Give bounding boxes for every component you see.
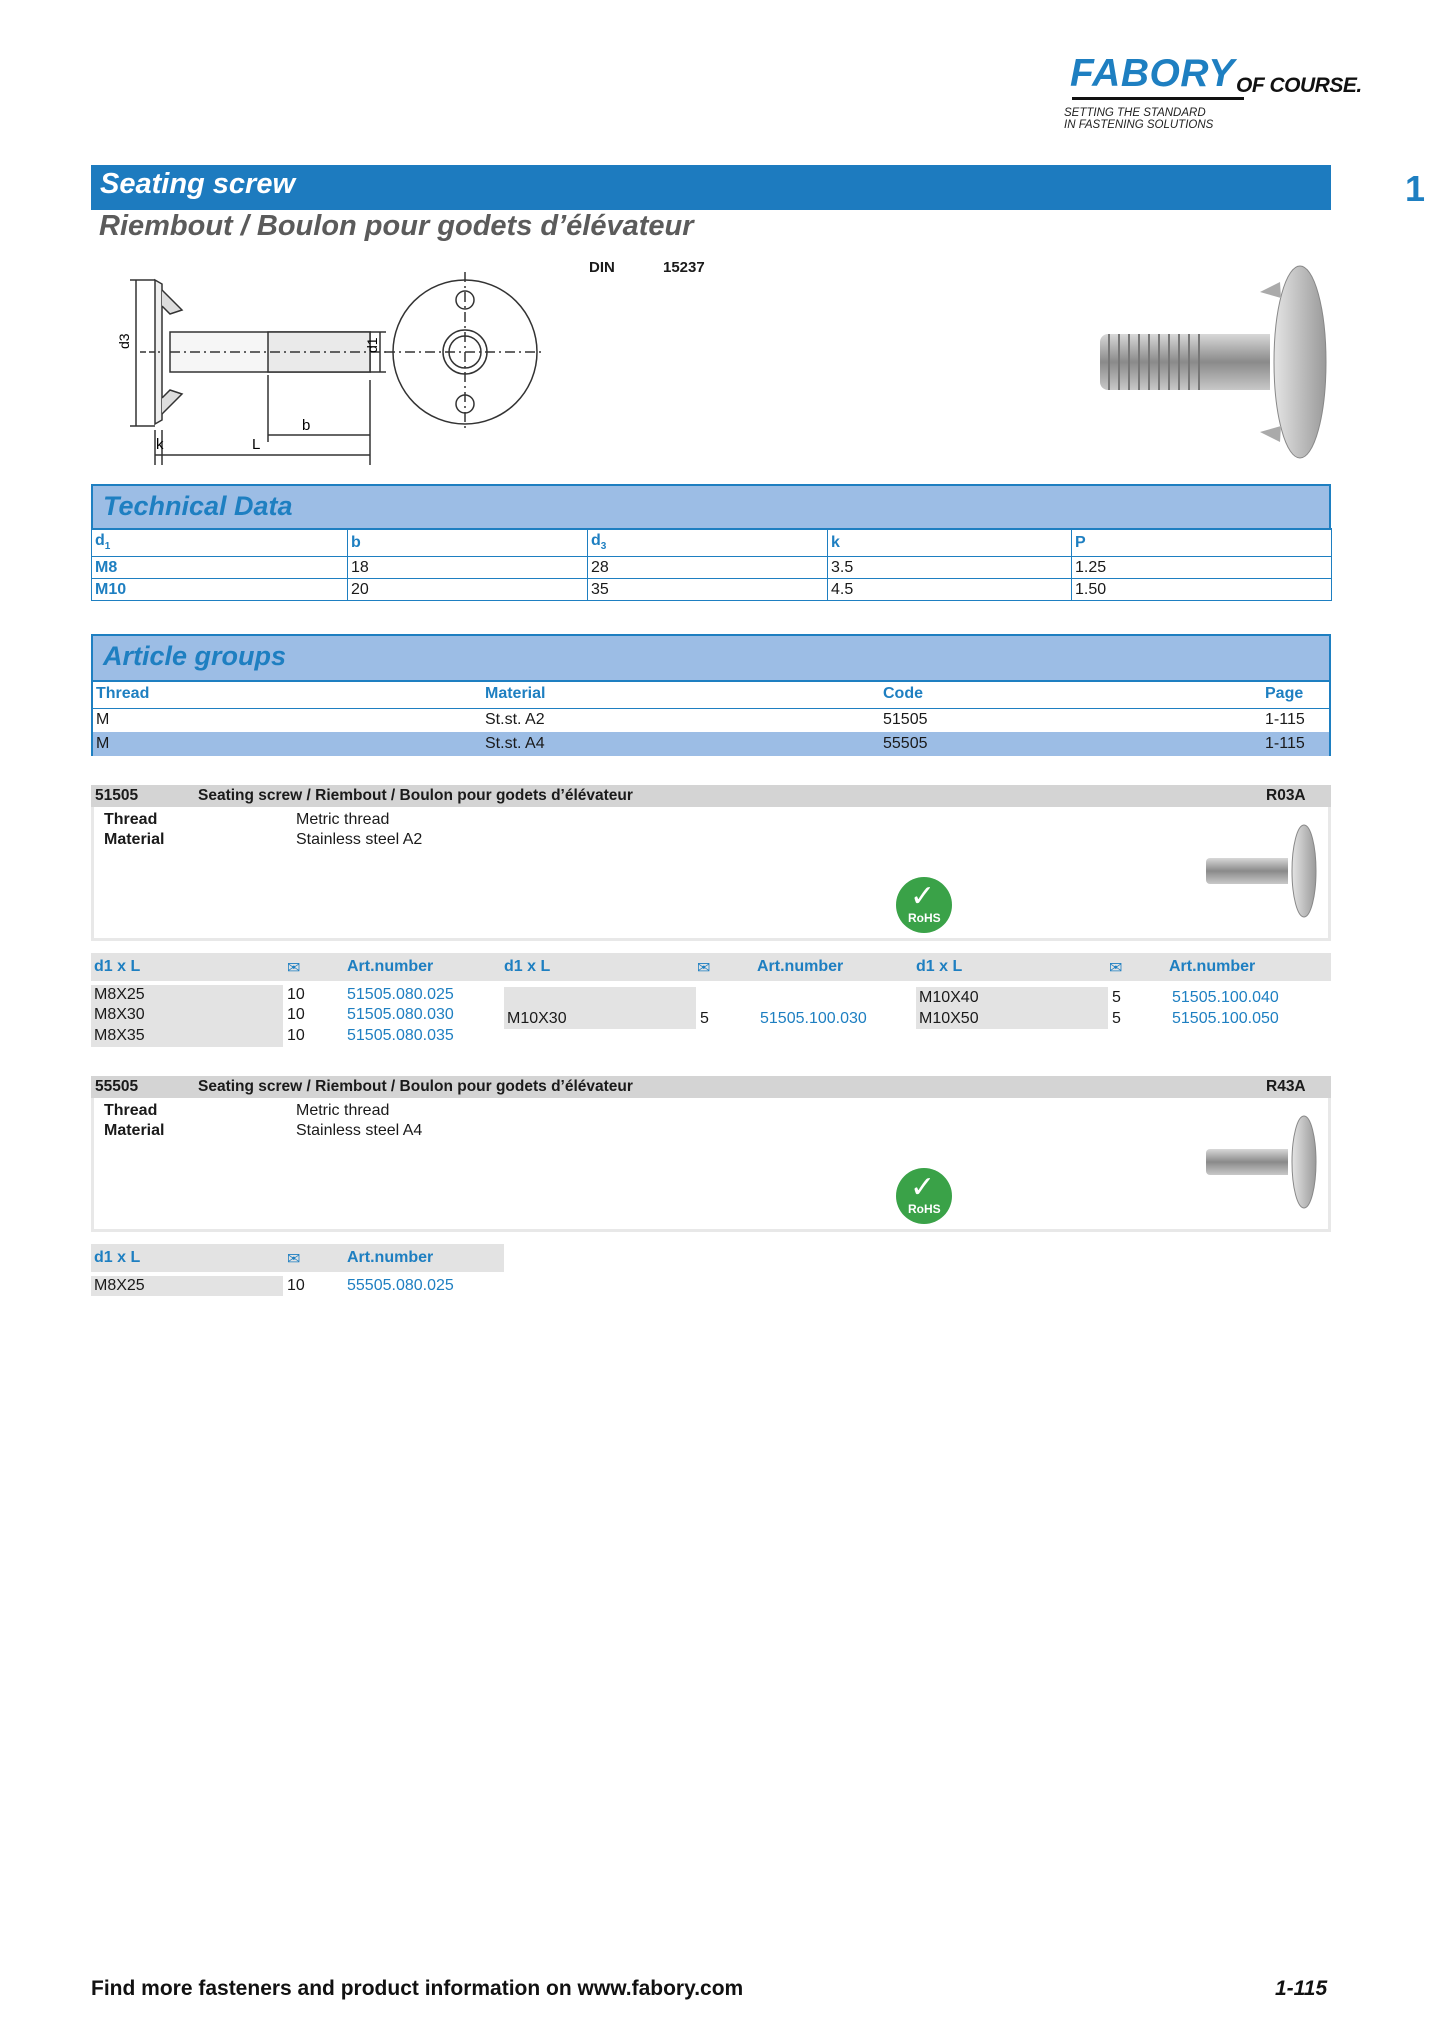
th-material: Material [485, 685, 546, 702]
size-value: M8X25 [94, 986, 145, 1003]
col-artnumber: Art.number [757, 958, 844, 975]
rohs-label: RoHS [908, 1202, 941, 1216]
logo-tagline-1: SETTING THE STANDARD [1064, 107, 1206, 119]
product-thumb [1204, 821, 1324, 921]
cell-b: 20 [348, 579, 588, 601]
cell-page: 1-115 [1265, 735, 1305, 752]
col-d1xl: d1 x L [504, 958, 551, 975]
thread-value: Metric thread [296, 811, 390, 828]
footer-text: Find more fasteners and product information on www.fabory.com [91, 1977, 744, 2000]
col-d1xl: d1 x L [916, 958, 963, 975]
page-number: 1-115 [1275, 1977, 1328, 2000]
table-header-row [92, 529, 1332, 557]
technical-data-header [91, 484, 1331, 530]
size-value: M10X50 [919, 1010, 979, 1027]
cell-material: St.st. A2 [485, 711, 545, 728]
size-value: M10X30 [507, 1010, 567, 1027]
art-number-link[interactable]: 51505.080.035 [347, 1027, 454, 1044]
art-number-link[interactable]: 55505.080.025 [347, 1277, 454, 1294]
din-label: DIN [589, 259, 615, 276]
envelope-icon: ✉ [287, 1251, 301, 1268]
fabory-logo [1062, 52, 1362, 132]
th-d3: $d_3$ [588, 529, 828, 557]
page-subtitle: Riembout / Boulon pour godets d’élévateur [99, 210, 694, 242]
sub-3: 3 [600, 541, 607, 553]
art-number-link[interactable]: 51505.100.050 [1172, 1010, 1279, 1027]
cell-code: 51505 [883, 711, 928, 728]
cell-k: 4.5 [828, 579, 1072, 601]
technical-data-table [91, 528, 1332, 601]
cell-b: 18 [348, 557, 588, 579]
thread-label: Thread [104, 811, 158, 828]
material-label: Material [104, 1122, 165, 1139]
col-artnumber: Art.number [347, 958, 434, 975]
din-value: 15237 [663, 259, 705, 276]
product-55505-columns [91, 1244, 504, 1272]
material-value: Stainless steel A2 [296, 831, 423, 848]
chapter-number: 1 [1405, 168, 1426, 209]
col-artnumber: Art.number [1169, 958, 1256, 975]
cell-material: St.st. A4 [485, 735, 545, 752]
envelope-icon: ✉ [697, 960, 711, 977]
pack-qty: 5 [700, 1010, 709, 1027]
pack-qty: 10 [287, 1027, 305, 1044]
cell-d1: M10 [92, 579, 348, 601]
size-value: M8X35 [94, 1027, 145, 1044]
col-d1xl: d1 x L [94, 958, 141, 975]
cell-d3: 35 [588, 579, 828, 601]
article-groups-title: Article groups [103, 641, 287, 671]
logo-tagline-2: IN FASTENING SOLUTIONS [1064, 119, 1214, 131]
thread-value: Metric thread [296, 1102, 390, 1119]
dim-L: L [252, 436, 261, 453]
table-row [92, 557, 1332, 579]
logo-slogan: OF COURSE. [1236, 74, 1362, 97]
technical-drawing [100, 270, 550, 470]
art-number-link[interactable]: 51505.100.030 [760, 1010, 867, 1027]
rohs-badge [896, 1168, 952, 1224]
cell-k: 3.5 [828, 557, 1072, 579]
dim-d1: d1 [364, 337, 380, 353]
pack-qty: 10 [287, 1006, 305, 1023]
col-artnumber: Art.number [347, 1249, 434, 1266]
sub-1: 1 [104, 541, 111, 553]
th-d1: $d_1$ [92, 529, 348, 557]
th-b: b [348, 529, 588, 557]
product-55505-bar [91, 1076, 1331, 1098]
rohs-label: RoHS [908, 911, 941, 925]
product-51505-columns [91, 953, 1331, 981]
size-value: M10X40 [919, 989, 979, 1006]
pack-qty: 10 [287, 986, 305, 1003]
product-thumb [1204, 1112, 1324, 1212]
logo-underline [1072, 97, 1244, 100]
envelope-icon: ✉ [1109, 960, 1123, 977]
pack-qty: 5 [1112, 989, 1121, 1006]
dim-b: b [302, 417, 311, 434]
rohs-badge [896, 877, 952, 933]
table-row [92, 579, 1332, 601]
product-name: Seating screw / Riembout / Boulon pour godets d’élévateur [198, 787, 633, 804]
logo-brand: FABORY [1070, 52, 1235, 95]
product-code: 55505 [95, 1078, 139, 1095]
col-d1xl: d1 x L [94, 1249, 141, 1266]
size-value: M8X25 [94, 1277, 145, 1294]
product-ref: R03A [1266, 787, 1306, 804]
cell-d1: M8 [92, 557, 348, 579]
cell-page: 1-115 [1265, 711, 1305, 728]
th-p: P [1072, 529, 1332, 557]
pack-qty: 10 [287, 1277, 305, 1294]
size-value: M8X30 [94, 1006, 145, 1023]
article-groups-table [91, 680, 1331, 756]
product-name: Seating screw / Riembout / Boulon pour godets d’élévateur [198, 1078, 633, 1095]
check-icon: ✓ [910, 1170, 936, 1205]
product-code: 51505 [95, 787, 139, 804]
dim-k: k [156, 436, 164, 453]
th-code: Code [883, 685, 923, 702]
th-thread: Thread [96, 685, 150, 702]
thread-label: Thread [104, 1102, 158, 1119]
article-groups-header [91, 634, 1331, 682]
technical-data-title: Technical Data [103, 491, 293, 521]
cell-d3: 28 [588, 557, 828, 579]
table-row[interactable] [93, 732, 1329, 756]
check-icon: ✓ [910, 879, 936, 914]
dim-d3: d3 [116, 333, 132, 349]
envelope-icon: ✉ [287, 960, 301, 977]
art-number-link[interactable]: 51505.080.030 [347, 1006, 454, 1023]
cell-thread: M [96, 735, 110, 752]
th-k: k [828, 529, 1072, 557]
product-photo [1095, 262, 1335, 462]
table-row[interactable] [93, 708, 1329, 733]
table-header-row [93, 682, 1329, 709]
product-51505-bar [91, 785, 1331, 807]
page-title: Seating screw [100, 168, 296, 200]
product-55505-details [91, 1098, 1331, 1232]
logo-tagline [1064, 107, 1213, 131]
material-value: Stainless steel A4 [296, 1122, 423, 1139]
cell-p: 1.50 [1072, 579, 1332, 601]
cell-thread: M [96, 711, 110, 728]
product-ref: R43A [1266, 1078, 1306, 1095]
art-number-link[interactable]: 51505.080.025 [347, 986, 454, 1003]
pack-qty: 5 [1112, 1010, 1121, 1027]
product-51505-details [91, 807, 1331, 941]
art-number-link[interactable]: 51505.100.040 [1172, 989, 1279, 1006]
cell-p: 1.25 [1072, 557, 1332, 579]
th-page: Page [1265, 685, 1304, 702]
material-label: Material [104, 831, 165, 848]
cell-code: 55505 [883, 735, 928, 752]
